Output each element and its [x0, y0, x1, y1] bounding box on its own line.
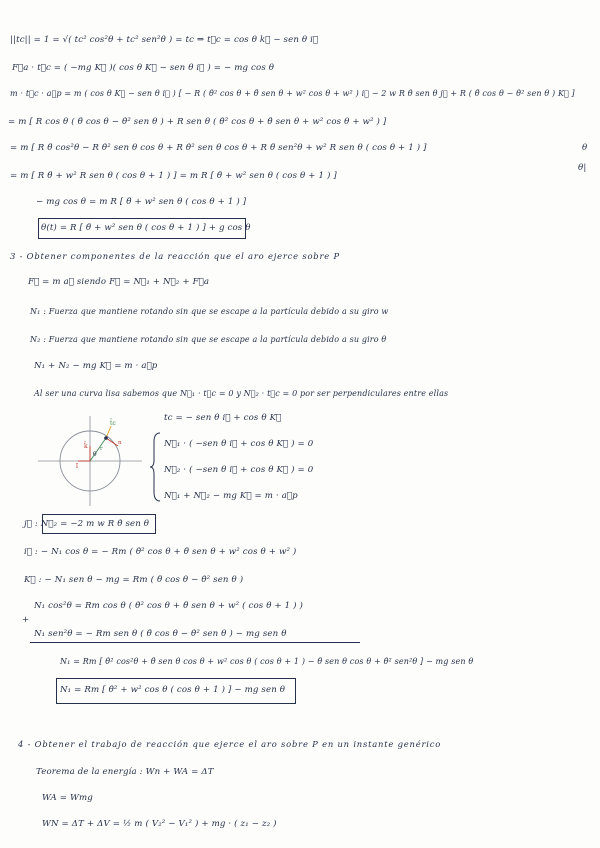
line-12: N₂ : Fuerza que mantiene rotando sin que se escape a la partícula debido a su giro θ — [30, 335, 387, 344]
n1-sen-eq: N₁ sen²θ = − Rm sen θ ( θ̈ cos θ − θ̇² sen θ ) − mg sen θ — [34, 629, 287, 639]
circle-diagram — [38, 416, 142, 506]
line-4: = m [ R cos θ ( θ̈ cos θ − θ̇² sen θ ) + R sen θ ( θ̇² cos θ + θ̈ sen θ + w² cos θ + w² ) ] — [8, 117, 387, 127]
system-brace — [150, 432, 162, 502]
line-1: ||tc|| = 1 = √( tc² cos²θ + tc² sen²θ ) = tc ⇒ t⃗c = cos θ k⃗ − sen θ i⃗ — [10, 35, 319, 45]
line-10: F⃗ = m a⃗ siendo F⃗ = N⃗₁ + N⃗₂ + F⃗a — [28, 277, 210, 287]
sum-rule — [30, 642, 360, 643]
line-13: N₁ + N₂ − mg K⃗ = m · a⃗p — [34, 361, 158, 371]
system-eq-1: N⃗₁ · ( −sen θ i⃗ + cos θ K⃗ ) = 0 — [164, 439, 314, 449]
tangent-arrow — [106, 438, 118, 446]
section-4-heading: 4 - Obtener el trabajo de reacción que ejerce el aro sobre P en un instante genérico — [18, 739, 442, 749]
j-component: j⃗ : N⃗₂ = −2 m w R θ̇ sen θ — [24, 519, 150, 529]
n-label: n — [118, 440, 122, 446]
line-2: F⃗a · t⃗c = ( −mg K⃗ )( cos θ K⃗ − sen θ i⃗ ) = − mg cos θ — [12, 63, 275, 73]
system-eq-2: N⃗₂ · ( −sen θ i⃗ + cos θ K⃗ ) = 0 — [164, 465, 314, 475]
n1-result: N₁ = Rm [ θ̇² + w² cos θ ( cos θ + 1 ) ] − mg sen θ — [60, 685, 286, 695]
section-3-heading: 3 - Obtener componentes de la reacción que el aro ejerce sobre P — [10, 251, 340, 261]
tc-definition: tc = − sen θ i⃗ + cos θ K⃗ — [164, 413, 282, 423]
k-component: K⃗ : − N₁ sen θ − mg = Rm ( θ̈ cos θ − θ̇² sen θ ) — [24, 575, 244, 585]
line-7: − mg cos θ = m R [ θ̈ + w² sen θ ( cos θ + 1 ) ] — [36, 197, 247, 207]
particle-p — [104, 436, 108, 440]
wa-eq: WA = Wmg — [42, 793, 93, 803]
margin-mark-2: θ| — [578, 163, 587, 173]
line-11: N₁ : Fuerza que mantiene rotando sin que se escape a la partícula debido a su giro w — [30, 307, 389, 316]
line-8: θ(t) = R [ θ̈ + w² sen θ ( cos θ + 1 ) ] + g cos θ — [41, 223, 251, 233]
normal-arrow — [106, 426, 111, 438]
energy-theorem: Teorema de la energía : Wn + WA = ΔT — [36, 767, 214, 777]
tc-label: t̂c — [110, 420, 116, 427]
line-14: Al ser una curva lisa sabemos que N⃗₁ · t⃗c = 0 y N⃗₂ · t⃗c = 0 por ser perpendiculares entre ellas — [34, 389, 449, 398]
line-6: = m [ R θ̈ + w² R sen θ ( cos θ + 1 ) ] = m R [ θ̈ + w² sen θ ( cos θ + 1 ) ] — [10, 171, 337, 181]
margin-mark-1: θ — [582, 143, 588, 153]
k-label: k̂ — [84, 443, 88, 450]
n1-cos-eq: N₁ cos²θ = Rm cos θ ( θ̇² cos θ + θ̈ sen θ + w² ( cos θ + 1 ) ) — [34, 601, 304, 611]
wn-eq: WN = ΔT + ΔV = ½ m ( V₂² − V₁² ) + mg · ( z₁ − z₂ ) — [42, 819, 277, 829]
line-3: m · t⃗c · a⃗p = m ( cos θ K⃗ − sen θ i⃗ ) [ − R ( θ̇² cos θ + θ̈ sen θ + w² cos θ + w² ) i⃗ − 2 w R θ̇ sen θ j⃗ + R ( θ̈ cos θ − θ̇² sen θ ) K⃗ ] — [10, 89, 575, 98]
i-component: i⃗ : − N₁ cos θ = − Rm ( θ̇² cos θ + θ̈ sen θ + w² cos θ + w² ) — [24, 547, 297, 557]
i-label: ĩ — [76, 463, 78, 470]
system-eq-3: N⃗₁ + N⃗₂ − mg K⃗ = m · a⃗p — [164, 491, 298, 501]
plus-sign: + — [22, 615, 30, 625]
line-5: = m [ R θ̈ cos²θ − R θ̇² sen θ cos θ + R θ̇² sen θ cos θ + R θ̈ sen²θ + w² R sen θ ( cos θ + 1 ) ] — [10, 143, 427, 153]
r-label: r — [100, 446, 103, 452]
theta-label: θ — [93, 451, 97, 458]
n1-expanded: N₁ = Rm [ θ̇² cos²θ + θ̈ sen θ cos θ + w² cos θ ( cos θ + 1 ) − θ̈ sen θ cos θ + θ̇² sen²θ ] − mg sen θ — [60, 657, 474, 666]
